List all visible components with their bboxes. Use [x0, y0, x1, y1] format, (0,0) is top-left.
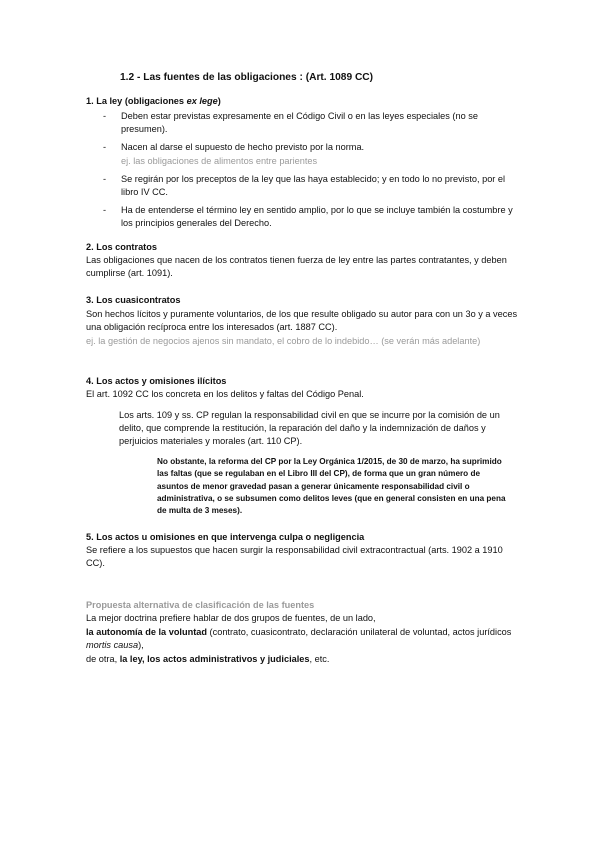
- section-3-heading: 3. Los cuasicontratos: [86, 295, 181, 305]
- section-4-indented-text: Los arts. 109 y ss. CP regulan la responsabilidad civil en que se incurre por la comisión de un delito, que comprende la restitución, la reparación del daño y la indemnización de daños y perjuicios materiales y morales (art. 110 CP).: [119, 410, 500, 446]
- dash-marker: -: [103, 142, 107, 152]
- section-4-heading: 4. Los actos y omisiones ilícitos: [86, 376, 227, 386]
- section-1-heading-pre: 1. La ley (obligaciones: [86, 96, 187, 106]
- alt-classification-heading: Propuesta alternativa de clasificación de las fuentes: [86, 600, 315, 610]
- section-4-text: El art. 1092 CC los concreta en los delitos y faltas del Código Penal.: [86, 389, 364, 399]
- list-item: [103, 173, 523, 199]
- alt-line-2-bold: la autonomía de la voluntad: [86, 627, 207, 637]
- section-2-heading: 2. Los contratos: [86, 242, 157, 252]
- section-3-text: Son hechos lícitos y puramente voluntarios, de los que resulte obligado su autor para con un 3o y a veces una obligación recíproca entre los interesados (art. 1887 CC).: [86, 309, 518, 332]
- alt-classification-line-3: [86, 653, 526, 666]
- bullet-text: Se regirán por los preceptos de la ley que las haya establecido; y en todo lo no previsto, por el libro IV CC.: [121, 174, 506, 197]
- alt-line-2-rest: (contrato, cuasicontrato, declaración unilateral de voluntad, actos jurídicos: [207, 627, 512, 637]
- list-item: [103, 141, 523, 168]
- bullet-text: Ha de entenderse el término ley en sentido amplio, por lo que se incluye también la costumbre y los principios generales del Derecho.: [121, 205, 513, 228]
- page-title: 1.2 - Las fuentes de las obligaciones : (Art. 1089 CC): [120, 72, 374, 83]
- alt-line-2-end: ),: [138, 640, 144, 650]
- dash-marker: -: [103, 111, 107, 121]
- section-1-example: ej. las obligaciones de alimentos entre parientes: [121, 156, 318, 166]
- section-2-text: Las obligaciones que nacen de los contratos tienen fuerza de ley entre las partes contratantes, y deben cumplirse (art. 1091).: [86, 255, 507, 278]
- alt-classification-line-2: [86, 626, 516, 652]
- list-item: [103, 204, 523, 230]
- dash-marker: -: [103, 205, 107, 215]
- alt-line-3-pre: de otra,: [86, 654, 120, 664]
- section-5-text: Se refiere a los supuestos que hacen surgir la responsabilidad civil extracontractual (arts. 1902 a 1910 CC).: [86, 545, 503, 568]
- list-item: [103, 110, 523, 136]
- section-3-example: ej. la gestión de negocios ajenos sin mandato, el cobro de lo indebido… (se verán más adelante): [86, 336, 481, 346]
- section-5-heading: 5. Los actos u omisiones en que intervenga culpa o negligencia: [86, 532, 365, 542]
- alt-classification-line-1: La mejor doctrina prefiere hablar de dos grupos de fuentes, de un lado,: [86, 613, 376, 623]
- section-1-heading: [86, 95, 221, 108]
- section-1-bullet-list: [103, 110, 523, 235]
- alt-line-3-end: , etc.: [309, 654, 330, 664]
- bullet-text: Deben estar previstas expresamente en el Código Civil o en las leyes especiales (no se presumen).: [121, 111, 478, 134]
- alt-line-3-bold: la ley, los actos administrativos y judiciales: [119, 654, 310, 664]
- section-4-note: No obstante, la reforma del CP por la Ley Orgánica 1/2015, de 30 de marzo, ha suprimido las faltas (que se regulaban en el Libro III del CP), de forma que un gran número de asuntos de menor gravedad pasan a generar únicamente responsabilidad civil o administrativa, o se subsumen como delitos leves (que en general consisten en una pena de multa de 3 meses).: [157, 457, 506, 516]
- section-1-heading-post: ): [217, 96, 221, 106]
- alt-line-2-italic: mortis causa: [86, 640, 139, 650]
- dash-marker: -: [103, 174, 107, 184]
- section-1-heading-italic: ex lege: [186, 96, 218, 106]
- bullet-text: Nacen al darse el supuesto de hecho previsto por la norma.: [121, 142, 365, 152]
